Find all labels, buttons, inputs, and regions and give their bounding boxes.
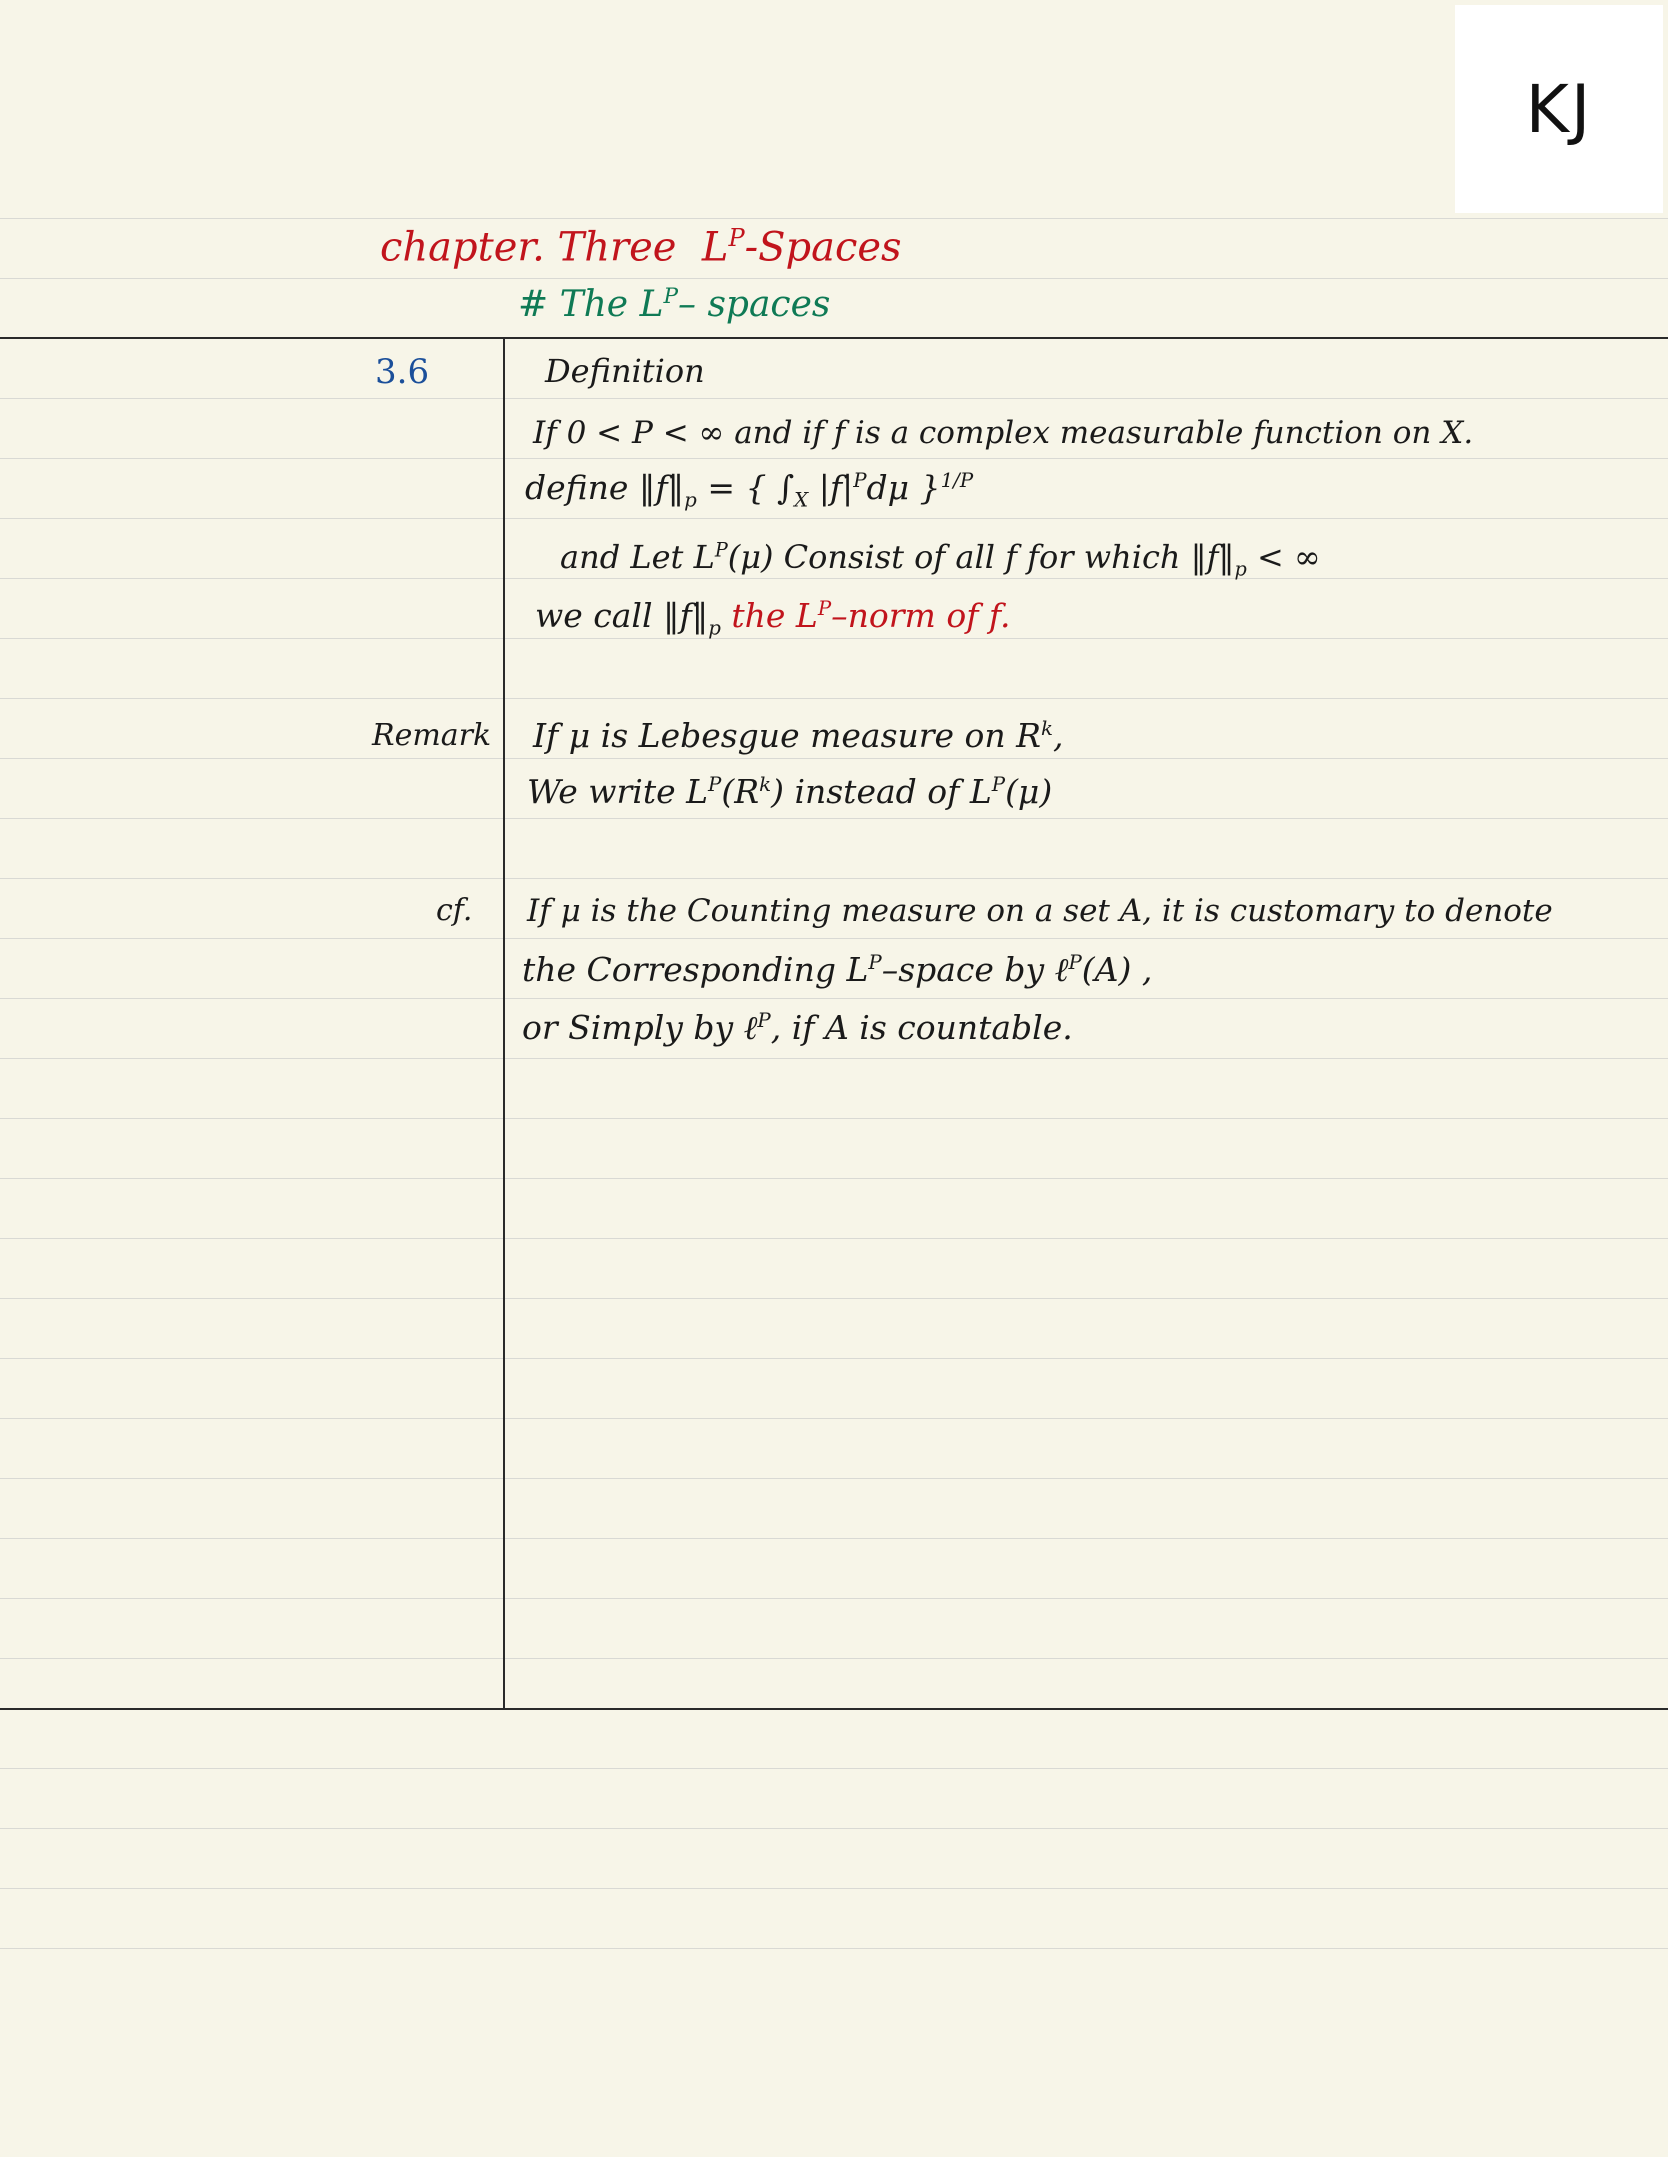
ruled-line	[0, 998, 1668, 999]
ruled-line	[0, 1948, 1668, 1949]
norm-highlight-sup: P	[817, 597, 832, 620]
remark-label: Remark	[372, 718, 492, 753]
formula-sub: p	[684, 488, 697, 512]
margin-line	[503, 338, 505, 1710]
cf-label: cf.	[436, 893, 473, 928]
chapter-title-sup: P	[728, 224, 745, 252]
ruled-line	[0, 1598, 1668, 1599]
line-part: < ∞	[1246, 538, 1321, 576]
ruled-line	[0, 1298, 1668, 1299]
formula-sup: 1/P	[940, 469, 974, 492]
line-part: and Let L	[560, 538, 715, 576]
remark-line-1	[533, 716, 1064, 755]
definition-line-3	[560, 538, 1321, 580]
section-subtitle	[518, 284, 830, 325]
ruled-line	[0, 878, 1668, 879]
ruled-line	[0, 1828, 1668, 1829]
ruled-line	[0, 1118, 1668, 1119]
line-sup: P	[757, 1009, 771, 1032]
line-part: We write L	[527, 772, 709, 811]
line-part: –space by ℓ	[881, 950, 1069, 989]
ruled-line	[0, 1888, 1668, 1889]
ruled-line	[0, 1238, 1668, 1239]
line-part: , if A is countable.	[770, 1008, 1073, 1047]
line-sup: P	[868, 951, 882, 974]
formula-sub: X	[794, 488, 809, 512]
line-sup: P	[1068, 951, 1082, 974]
line-sub: p	[708, 616, 721, 640]
ruled-line	[0, 1538, 1668, 1539]
initials-text: KJ	[1525, 70, 1593, 148]
header-divider	[0, 337, 1668, 339]
norm-highlight-end: –norm of f.	[831, 596, 1011, 635]
ruled-line	[0, 1478, 1668, 1479]
line-part: or Simply by ℓ	[522, 1008, 758, 1047]
ruled-line	[0, 518, 1668, 519]
ruled-line	[0, 1178, 1668, 1179]
line-sup: k	[759, 773, 772, 796]
chapter-title	[380, 224, 902, 270]
cf-line-3	[522, 1008, 1073, 1048]
cf-line-2	[522, 950, 1152, 990]
formula-part: dμ }	[866, 468, 941, 507]
line-part: (μ)	[1005, 772, 1053, 811]
line-sup: P	[708, 773, 722, 796]
definition-heading: Definition	[545, 352, 705, 390]
ruled-line	[0, 1768, 1668, 1769]
definition-formula	[525, 468, 973, 512]
subtitle-suffix: – spaces	[678, 284, 831, 325]
definition-line-1: If 0 < P < ∞ and if f is a complex measurable function on X.	[533, 415, 1474, 451]
ruled-line	[0, 818, 1668, 819]
line-part: (R	[721, 772, 760, 811]
norm-highlight: the L	[720, 596, 818, 635]
initials-badge	[1455, 5, 1663, 213]
ruled-line	[0, 938, 1668, 939]
formula-part: define ‖f‖	[525, 468, 685, 507]
footer-divider	[0, 1708, 1668, 1710]
definition-line-4	[535, 596, 1010, 640]
chapter-title-prefix: chapter. Three	[380, 224, 677, 271]
line-part: (A) ,	[1081, 950, 1153, 989]
formula-part: = { ∫	[696, 468, 795, 507]
formula-sup: P	[853, 469, 867, 492]
subtitle-sup: P	[663, 284, 678, 309]
line-part: If μ is Lebesgue measure on R	[533, 716, 1042, 755]
ruled-line	[0, 758, 1668, 759]
line-part: we call ‖f‖	[535, 596, 709, 635]
ruled-line	[0, 458, 1668, 459]
ruled-line	[0, 1658, 1668, 1659]
ruled-line	[0, 698, 1668, 699]
ruled-line	[0, 398, 1668, 399]
ruled-line	[0, 278, 1668, 279]
line-part: the Corresponding L	[522, 950, 869, 989]
ruled-line	[0, 1058, 1668, 1059]
remark-line-2	[527, 772, 1052, 811]
formula-part: |f|	[808, 468, 854, 507]
ruled-line	[0, 1358, 1668, 1359]
cf-line-1: If μ is the Counting measure on a set A, it is customary to denote	[527, 893, 1553, 929]
line-part: (μ) Consist of all f for which ‖f‖	[727, 538, 1235, 576]
chapter-title-suffix: -Spaces	[744, 224, 902, 271]
subtitle-main: L	[639, 284, 664, 325]
line-sup: P	[714, 538, 728, 562]
line-sup: P	[991, 773, 1006, 796]
line-part: ,	[1053, 716, 1064, 755]
line-part: ) instead of L	[771, 772, 992, 811]
chapter-title-main: L	[701, 224, 729, 271]
line-sup: k	[1041, 717, 1054, 740]
ruled-line	[0, 218, 1668, 219]
ruled-line	[0, 1418, 1668, 1419]
line-sub: p	[1234, 557, 1247, 581]
subtitle-prefix: # The	[518, 284, 629, 325]
section-number: 3.6	[375, 352, 430, 392]
